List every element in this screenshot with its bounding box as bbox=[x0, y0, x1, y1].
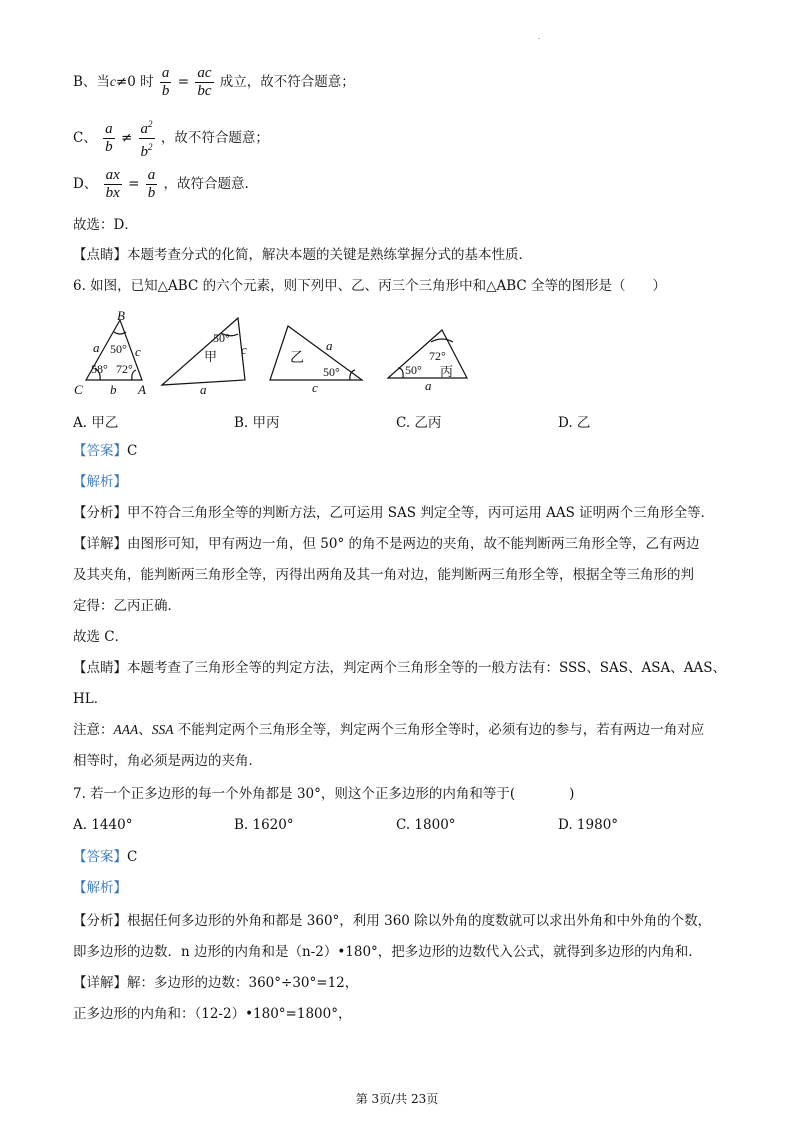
q7-option-c: C. 1800° bbox=[396, 817, 456, 833]
q6-xiangjie-3: 定得：乙丙正确． bbox=[73, 598, 181, 614]
svg-text:B: B bbox=[117, 308, 125, 323]
svg-text:50°: 50° bbox=[323, 365, 340, 379]
q7-answer: 【答案】C bbox=[73, 849, 138, 865]
q6-fenxi: 【分析】甲不符合三角形全等的判断方法，乙可运用 SAS 判定全等，丙可运用 AAS 证明两个三角形全等． bbox=[73, 505, 715, 521]
svg-text:C: C bbox=[74, 382, 83, 397]
fraction: $\frac{ax}{bx}$ bbox=[105, 167, 120, 201]
svg-text:丙: 丙 bbox=[440, 364, 454, 379]
q6-stem: 6. 如图，已知△ABC 的六个元素，则下列甲、乙、丙三个三角形中和△ABC 全等的图形是（ ） bbox=[73, 278, 667, 294]
q6-option-c: C. 乙丙 bbox=[396, 415, 442, 431]
q7-fenxi-1: 【分析】根据任何多边形的外角和都是 360°，利用 360 除以外角的度数就可以求出外角和中外角的个数， bbox=[73, 913, 712, 929]
option-c-line: C、 $\frac{a}{b}$ ≠ $\frac{a^2}{b^2}$ ，故不符合题意； bbox=[73, 116, 269, 161]
q7-xiangjie-2: 正多边形的内角和：（12-2）•180°=1800°， bbox=[73, 1006, 352, 1022]
svg-text:b: b bbox=[110, 382, 117, 397]
svg-text:50°: 50° bbox=[110, 342, 127, 356]
q6-triangle-figure bbox=[70, 308, 480, 400]
svg-text:58°: 58° bbox=[91, 362, 108, 376]
svg-text:50°: 50° bbox=[405, 363, 422, 377]
option-b-line: B、当c≠0 时 $\frac{a}{b}$ = $\frac{ac}{bc}$ 成立，故不符合题意； bbox=[73, 65, 355, 99]
svg-text:A: A bbox=[138, 382, 146, 397]
svg-text:50°: 50° bbox=[213, 331, 230, 345]
q6-note-2: 相等时，角必须是两边的夹角． bbox=[73, 753, 262, 769]
page-footer: 第 3页/共 23页 bbox=[355, 1092, 439, 1106]
q6-analysis-tag: 【解析】 bbox=[73, 474, 127, 490]
fraction: $\frac{a}{b}$ bbox=[105, 121, 113, 155]
q6-option-d: D. 乙 bbox=[558, 415, 591, 431]
top-mark: . bbox=[538, 34, 540, 41]
q6-xiangjie-1: 【详解】由图形可知，甲有两边一角，但 50° 的角不是两边的夹角，故不能判断两三角形全等，乙有两边 bbox=[73, 536, 700, 552]
svg-text:a: a bbox=[93, 340, 100, 355]
svg-text:72°: 72° bbox=[116, 362, 133, 376]
q6-option-b: B. 甲丙 bbox=[234, 415, 280, 431]
triangle-bing bbox=[388, 330, 467, 378]
svg-text:a: a bbox=[326, 338, 333, 353]
q5-comment: 【点睛】本题考查分式的化简，解决本题的关键是熟练掌握分式的基本性质． bbox=[73, 247, 532, 263]
q6-xiangjie-2: 及其夹角，能判断两三角形全等，丙得出两角及其一角对边，能判断两三角形全等，根据全等三角形的判 bbox=[73, 567, 694, 583]
q7-option-d: D. 1980° bbox=[558, 817, 619, 833]
q7-stem: 7. 若一个正多边形的每一个外角都是 30°，则这个正多边形的内角和等于( ) bbox=[73, 786, 575, 802]
q7-analysis-tag: 【解析】 bbox=[73, 880, 127, 896]
svg-text:c: c bbox=[135, 344, 141, 359]
svg-text:甲: 甲 bbox=[204, 349, 218, 364]
q7-option-a: A. 1440° bbox=[73, 817, 133, 833]
svg-text:72°: 72° bbox=[429, 349, 446, 363]
q6-select: 故选 C． bbox=[73, 629, 129, 645]
fraction: $\frac{a}{b}$ bbox=[147, 167, 156, 201]
q5-select: 故选：D． bbox=[73, 217, 138, 233]
q7-xiangjie-1: 【详解】解：多边形的边数：360°÷30°=12， bbox=[73, 975, 359, 991]
fraction: $\frac{a^2}{b^2}$ bbox=[139, 116, 155, 161]
q6-note-1: 注意：AAA、SSA 不能判定两个三角形全等，判定两个三角形全等时，必须有边的参与，若有两边一角对应 bbox=[73, 722, 705, 738]
svg-text:a: a bbox=[200, 382, 207, 397]
q6-answer: 【答案】C bbox=[73, 443, 138, 459]
q6-option-a: A. 甲乙 bbox=[73, 415, 119, 431]
q7-option-b: B. 1620° bbox=[234, 817, 294, 833]
fraction: $\frac{a}{b}$ bbox=[161, 65, 170, 99]
svg-text:乙: 乙 bbox=[290, 351, 304, 366]
q6-dianjing-2: HL． bbox=[73, 691, 108, 707]
q7-fenxi-2: 即多边形的边数．n 边形的内角和是（n-2）•180°，把多边形的边数代入公式，就得到多边形的内角和． bbox=[73, 944, 702, 960]
svg-text:c: c bbox=[241, 342, 247, 357]
fraction: $\frac{ac}{bc}$ bbox=[197, 65, 212, 99]
option-d-line: D、 $\frac{ax}{bx}$ = $\frac{a}{b}$ ，故符合题意. bbox=[73, 167, 249, 201]
q6-dianjing-1: 【点睛】本题考查了三角形全等的判定方法，判定两个三角形全等的一般方法有：SSS、SAS、ASA、AAS、 bbox=[73, 660, 727, 676]
svg-text:a: a bbox=[425, 378, 432, 393]
triangle-yi bbox=[270, 326, 362, 380]
svg-text:c: c bbox=[312, 380, 318, 395]
